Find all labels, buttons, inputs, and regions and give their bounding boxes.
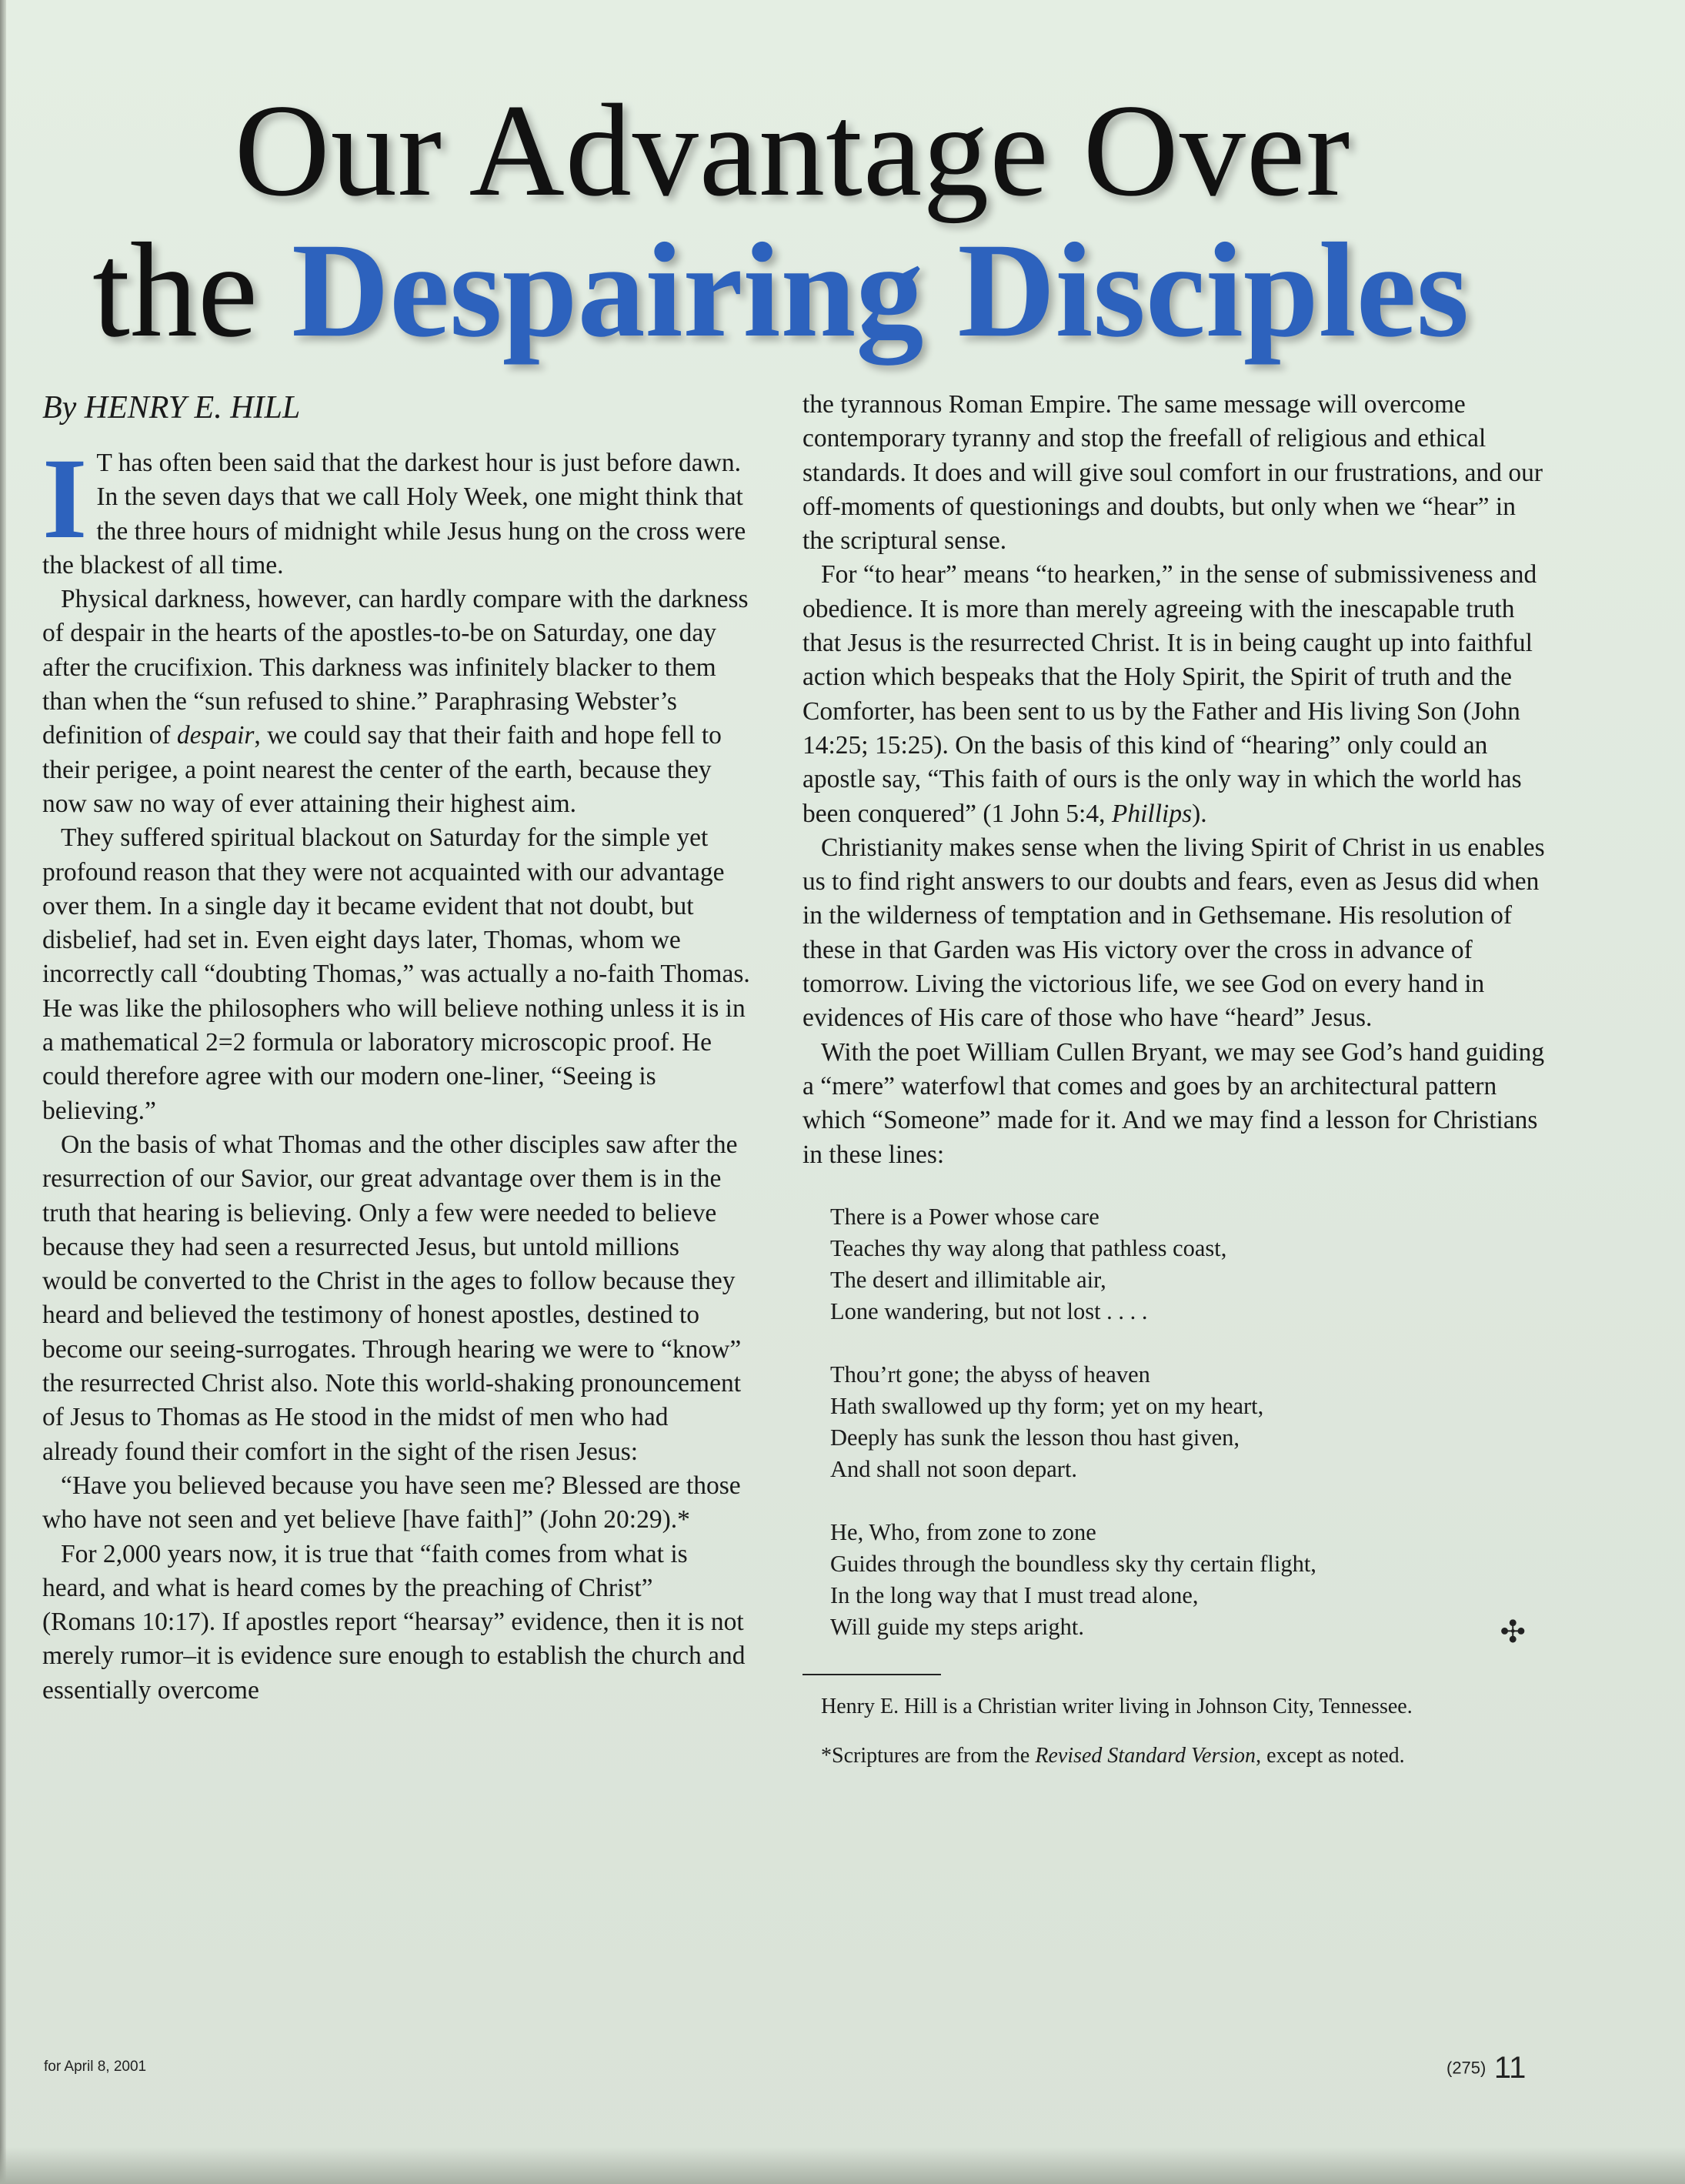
page-bottom-shadow xyxy=(0,2147,1685,2184)
page-edge xyxy=(0,0,6,2184)
poem-stanza xyxy=(830,1201,1549,1327)
serial-page-code: (275) xyxy=(1446,2058,1486,2078)
poem-stanza xyxy=(830,1517,1549,1649)
author-bio-note: Henry E. Hill is a Christian writer living in Johnson City, Tennessee. xyxy=(821,1694,1413,1718)
paragraph-2-text-b: , we could say that their faith and hope fell to their perigee, a point nearest the center of the earth, because they now saw no way of ever attaining their highest aim. xyxy=(42,721,722,818)
paragraph-8 xyxy=(802,558,1549,830)
paragraph-1 xyxy=(42,435,750,583)
headline-line-1: Our Advantage Over xyxy=(234,78,1351,224)
poem-line: Hath swallowed up thy form; yet on my heart, xyxy=(830,1392,1264,1419)
poem-stanza xyxy=(830,1359,1549,1485)
poem xyxy=(830,1201,1549,1649)
poem-line: There is a Power whose care xyxy=(830,1203,1099,1230)
paragraph-6: For 2,000 years now, it is true that “faith comes from what is heard, and what is heard comes by the preaching of Christ” (Romans 10:17). If apostles report “hearsay” evidence, then it is not merely rumor–it is evidence sure enough to establish the church and essentially overcome xyxy=(42,1539,746,1705)
poem-line: The desert and illimitable air, xyxy=(830,1266,1106,1293)
poem-line: He, Who, from zone to zone xyxy=(830,1518,1096,1545)
page-folio xyxy=(1446,2051,1526,2085)
scripture-note-text-b: , except as noted. xyxy=(1256,1743,1405,1768)
emphasis-despair: despair xyxy=(176,721,255,750)
poem-line: Deeply has sunk the lesson thou hast given, xyxy=(830,1424,1240,1451)
end-of-article-icon: ✣ xyxy=(1500,1614,1526,1649)
right-column xyxy=(802,388,1549,1792)
scripture-note-text-a: *Scriptures are from the xyxy=(821,1743,1036,1768)
paragraph-7: the tyrannous Roman Empire. The same message will overcome contemporary tyranny and stop the freefall of religious and ethical standards. It does and will give soul comfort in our frustrations, and our off-moments of questionings and doubts, but only when we “hear” in the scriptural sense. xyxy=(802,390,1543,556)
left-column xyxy=(42,386,750,1708)
paragraph-5: “Have you believed because you have seen me? Blessed are those who have not seen and yet believe [have faith]” (John 20:29).* xyxy=(42,1471,741,1534)
byline: By HENRY E. HILL xyxy=(42,390,301,426)
poem-line: Teaches thy way along that pathless coast, xyxy=(830,1234,1227,1261)
headline-word-the: the xyxy=(92,215,259,366)
paragraph-8-text-b: ). xyxy=(1192,799,1207,828)
paragraph-4: On the basis of what Thomas and the other disciples saw after the resurrection of our Savior, our great advantage over them is in the truth that hearing is believing. Only a few were needed to believe because they had seen a resurrected Jesus, but untold millions would be converted to the Christ in the ages to follow because they heard and believed the testimony of honest apostles, destined to become our seeing-surrogates. Through hearing we were to “know” the resurrected Christ also. Note this world-shaking pronouncement of Jesus to Thomas as He stood in the midst of men who had already found their comfort in the sight of the risen Jesus: xyxy=(42,1130,742,1466)
paragraph-2 xyxy=(42,583,750,821)
poem-line: In the long way that I must tread alone, xyxy=(830,1581,1199,1608)
poem-line: Lone wandering, but not lost . . . . xyxy=(830,1297,1148,1324)
emphasis-rsv: Revised Standard Version xyxy=(1035,1743,1256,1768)
paragraph-2-text-a: Physical darkness, however, can hardly compare with the darkness of despair in the hearts of the apostles-to-be on Saturday, one day after the crucifixion. This darkness was infinitely blacker to them than when the “sun refused to shine.” Paraphrasing Webster’s definition of xyxy=(42,585,749,750)
page-number: 11 xyxy=(1493,2051,1527,2085)
poem-line: Thou’rt gone; the abyss of heaven xyxy=(830,1361,1150,1388)
scripture-note xyxy=(802,1743,1549,1769)
paragraph-8-text-a: For “to hear” means “to hearken,” in the sense of submissiveness and obedience. It is more than merely agreeing with the inescapable truth that Jesus is the resurrected Christ. It is in being caught up into faithful action which bespeaks that the Holy Spirit, the Spirit of truth and the Comforter, has been sent to us by the Father and His living Son (John 14:25; 15:25). On the basis of this kind of “hearing” only could an apostle say, “This faith of ours is the only way in which the world has been conquered” (1 John 5:4, xyxy=(802,560,1537,828)
headline-accent: Despairing Disciples xyxy=(292,215,1470,366)
paragraph-9: Christianity makes sense when the living Spirit of Christ in us enables us to find right answers to our doubts and fears, even as Jesus did when in the wilderness of temptation and in Gethsemane. His resolution of these in that Garden was His victory over the cross in advance of tomorrow. Living the victorious life, we see God on every hand in evidences of His care of those who have “heard” Jesus. xyxy=(802,833,1545,1033)
paragraph-3: They suffered spiritual blackout on Saturday for the simple yet profound reason that they were not acquainted with our advantage over them. In a single day it became evident that not doubt, but disbelief, had set in. Even eight days later, Thomas, whom we incorrectly call “doubting Thomas,” was actually a no-faith Thomas. He was like the philosophers who will believe nothing unless it is in a mathematical 2=2 formula or laboratory microscopic proof. He could therefore agree with our modern one-liner, “Seeing is believing.” xyxy=(42,823,750,1125)
headline-line-2 xyxy=(92,215,1593,366)
emphasis-phillips: Phillips xyxy=(1111,799,1193,828)
paragraph-10: With the poet William Cullen Bryant, we may see God’s hand guiding a “mere” waterfowl that comes and goes by an architectural pattern which “Someone” made for it. And we may find a lesson for Christians in these lines: xyxy=(802,1037,1545,1169)
issue-date: for April 8, 2001 xyxy=(44,2059,147,2075)
footnote-divider xyxy=(802,1674,941,1675)
poem-line: Will guide my steps aright. xyxy=(830,1613,1084,1640)
poem-line: And shall not soon depart. xyxy=(830,1455,1078,1482)
paragraph-1-text: T has often been said that the darkest hour is just before dawn. In the seven days that we call Holy Week, one might think that the three hours of midnight while Jesus hung on the cross were the blackest of all time. xyxy=(42,449,746,579)
poem-line: Guides through the boundless sky thy certain flight, xyxy=(830,1550,1316,1577)
drop-cap: I xyxy=(42,435,88,563)
